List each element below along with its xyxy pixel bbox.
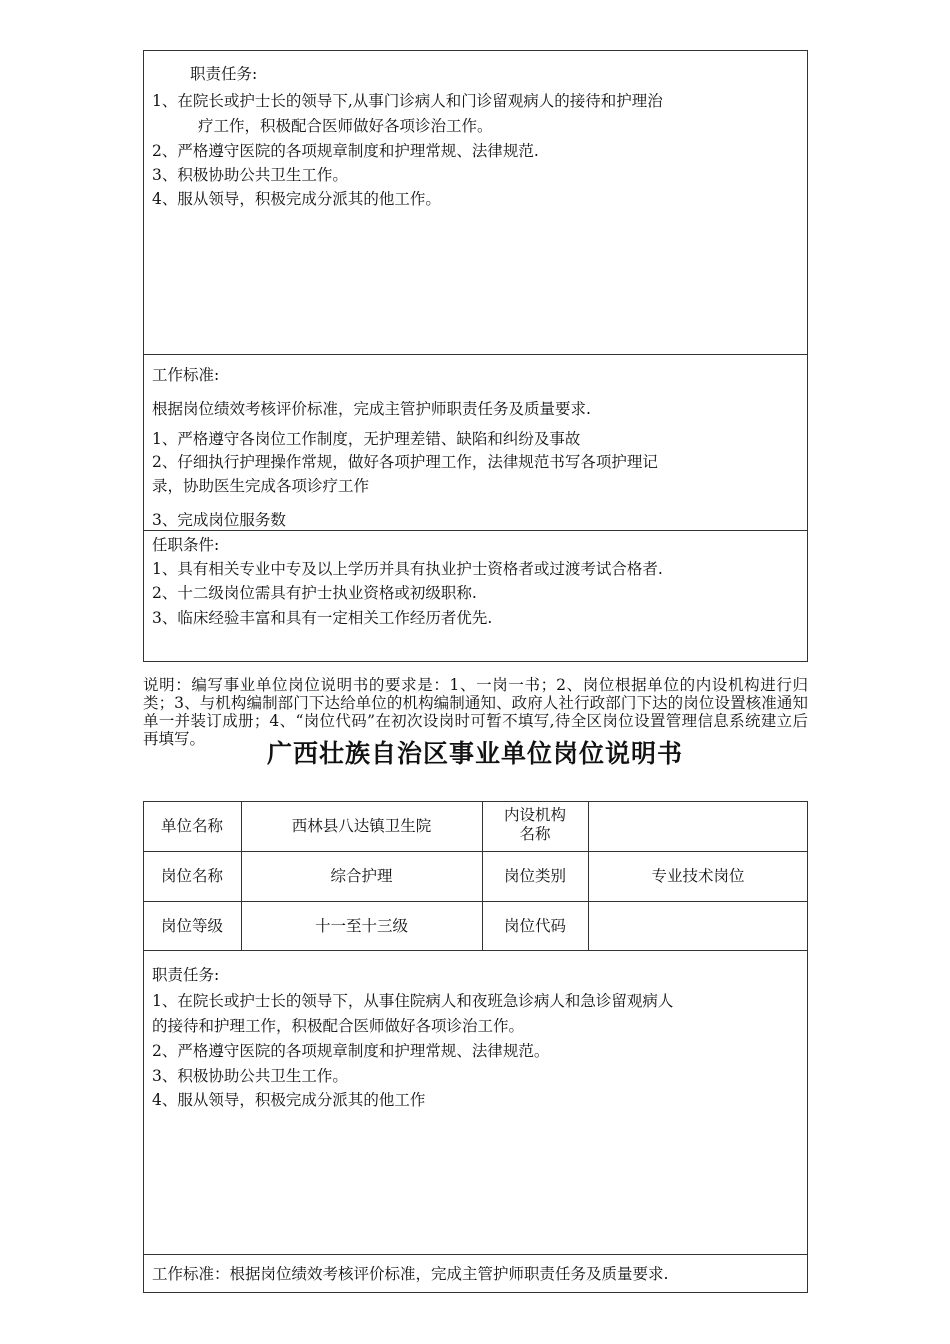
post-code-label: 岗位代码 — [503, 917, 566, 935]
section2-standards-line: 工作标准：根据岗位绩效考核评价标准，完成主管护师职责任务及质量要求. — [152, 1265, 669, 1283]
section1-qualifications-heading: 任职条件: — [152, 536, 220, 554]
section2-duty-1: 1、在院长或护士长的领导下，从事住院病人和夜班急诊病人和急诊留观病人 — [152, 992, 674, 1010]
section2-duty-1-cont: 的接待和护理工作，积极配合医师做好各项诊治工作。 — [152, 1017, 525, 1035]
post-name-label: 岗位名称 — [160, 867, 223, 885]
dept-label-line1: 内设机构 — [503, 806, 566, 824]
section1-duties-heading: 职责任务: — [190, 65, 258, 83]
section2-duty-4: 4、服从领导，积极完成分派其的他工作 — [152, 1091, 426, 1109]
section1-duty-1-cont: 疗工作，积极配合医师做好各项诊治工作。 — [198, 117, 493, 135]
dept-label-line2: 名称 — [519, 825, 551, 843]
post-level-value: 十一至十三级 — [314, 917, 408, 935]
section1-duty-4: 4、服从领导，积极完成分派其的他工作。 — [152, 190, 441, 208]
info-table-row-divider-1 — [143, 851, 808, 852]
post-name-value: 综合护理 — [330, 867, 393, 885]
section2-duty-2: 2、严格遵守医院的各项规章制度和护理常规、法律规范。 — [152, 1042, 550, 1060]
section1-qualification-1: 1、具有相关专业中专及以上学历并具有执业护士资格者或过渡考试合格者. — [152, 560, 663, 578]
post-type-value: 专业技术岗位 — [651, 867, 745, 885]
unit-name-value: 西林县八达镇卫生院 — [291, 817, 432, 835]
section1-duty-1: 1、在院长或护士长的领导下,从事门诊病人和门诊留观病人的接待和护理治 — [152, 92, 663, 110]
info-table-row-divider-2 — [143, 901, 808, 902]
section1-divider-standards — [143, 354, 808, 355]
page-title: 广西壮族自治区事业单位岗位说明书 — [266, 739, 683, 768]
section2-divider-standards — [143, 1254, 808, 1255]
unit-name-label: 单位名称 — [160, 817, 223, 835]
section1-standard-2-cont: 录，协助医生完成各项诊疗工作 — [152, 477, 370, 495]
section1-standard-1: 1、严格遵守各岗位工作制度，无护理差错、缺陷和纠纷及事故 — [152, 430, 581, 448]
post-level-label: 岗位等级 — [160, 917, 223, 935]
post-type-label: 岗位类别 — [503, 867, 566, 885]
section1-duty-2: 2、严格遵守医院的各项规章制度和护理常规、法律规范. — [152, 142, 539, 160]
section1-divider-qualifications — [143, 530, 808, 531]
section1-qualification-2: 2、十二级岗位需具有护士执业资格或初级职称. — [152, 584, 477, 602]
instructions-note: 说明：编写事业单位岗位说明书的要求是：1、一岗一书；2、岗位根据单位的内设机构进行归类；3、与机构编制部门下达给单位的机构编制通知、政府人社行政部门下达的岗位设置核准通知单一并装订成册；4、“岗位代码”在初次设岗时可暂不填写,待全区岗位设置管理信息系统建立后再填写。 — [143, 676, 808, 748]
section1-standards-heading: 工作标准: — [152, 366, 220, 384]
section2-duties-heading: 职责任务: — [152, 966, 220, 984]
section2-duty-3: 3、积极协助公共卫生工作。 — [152, 1067, 348, 1085]
section1-standards-intro: 根据岗位绩效考核评价标准，完成主管护师职责任务及质量要求. — [152, 400, 591, 418]
section1-standard-3: 3、完成岗位服务数 — [152, 511, 286, 529]
section1-qualification-3: 3、临床经验丰富和具有一定相关工作经历者优先. — [152, 609, 493, 627]
section1-standard-2: 2、仔细执行护理操作常规，做好各项护理工作，法律规范书写各项护理记 — [152, 453, 658, 471]
section1-duty-3: 3、积极协助公共卫生工作。 — [152, 166, 348, 184]
